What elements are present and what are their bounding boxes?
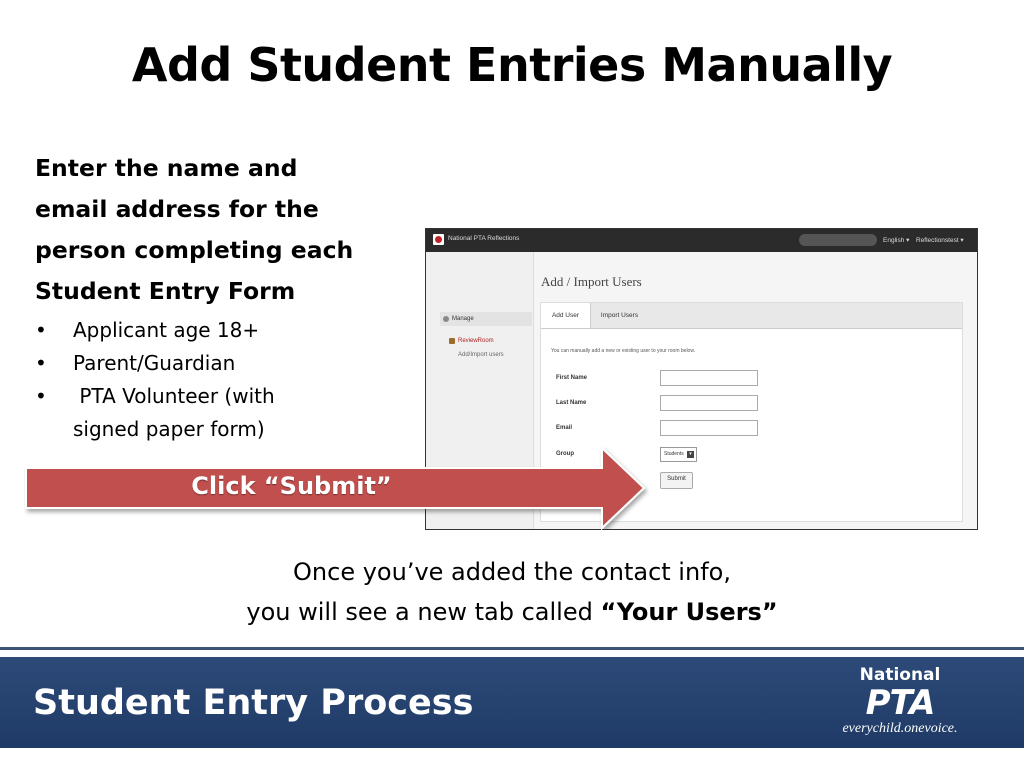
group-select-value: Students <box>664 451 684 457</box>
bullet-item <box>35 347 365 380</box>
bullet-dot: • <box>35 318 47 342</box>
group-label: Group <box>556 451 574 457</box>
email-label: Email <box>556 425 573 431</box>
footer-title: Student Entry Process <box>33 683 474 723</box>
footer-bar <box>0 657 1024 748</box>
trophy-icon <box>449 338 455 344</box>
last-name-field[interactable] <box>660 395 758 411</box>
bullet-text: Applicant age 18+ <box>73 318 260 342</box>
brand-pta: PTA <box>865 683 935 723</box>
tab-add-user[interactable]: Add User <box>541 303 591 328</box>
brand-national: National <box>859 665 941 685</box>
bullet-dot: • <box>35 351 47 375</box>
callout-arrow <box>24 446 649 530</box>
intro-line: email address for the <box>35 195 319 223</box>
bullet-dot: • <box>35 384 47 408</box>
intro-line: Student Entry Form <box>35 277 296 305</box>
panel-description: You can manually add a new or existing user to your room below. <box>551 348 696 354</box>
submit-button[interactable]: Submit <box>660 472 693 489</box>
email-field[interactable] <box>660 420 758 436</box>
app-name: National PTA Reflections <box>448 235 520 242</box>
note-line-2 <box>0 598 1024 626</box>
callout-label: Click “Submit” <box>191 472 392 500</box>
your-users-emphasis: “Your Users” <box>600 598 778 626</box>
last-name-label: Last Name <box>556 400 587 406</box>
brand-tagline: everychild.onevoice. <box>842 721 958 736</box>
national-pta-logo <box>825 665 975 745</box>
first-name-field[interactable] <box>660 370 758 386</box>
sidebar-item-manage[interactable] <box>440 312 532 326</box>
pta-logo-icon <box>433 234 444 245</box>
bullet-list <box>35 314 365 446</box>
intro-line: Enter the name and <box>35 154 298 182</box>
bullet-text: PTA Volunteer (with <box>73 384 275 408</box>
bullet-text: Parent/Guardian <box>73 351 236 375</box>
group-select[interactable] <box>660 447 697 462</box>
sidebar-item-add-import-users[interactable]: Add/Import users <box>458 352 504 358</box>
tab-bar <box>541 303 962 329</box>
search-input[interactable] <box>799 234 877 246</box>
intro-text <box>35 148 395 312</box>
tab-import-users[interactable]: Import Users <box>600 312 639 319</box>
chevron-down-icon: ▾ <box>687 451 694 458</box>
slide-title: Add Student Entries Manually <box>131 38 893 92</box>
bullet-text-continued: signed paper form) <box>73 417 265 441</box>
app-topbar <box>426 229 977 252</box>
footer-divider <box>0 647 1024 650</box>
bullet-item <box>35 380 365 446</box>
note-line-1: Once you’ve added the contact info, <box>293 558 731 586</box>
language-menu[interactable]: English ▾ <box>883 237 910 244</box>
page-title: Add / Import Users <box>541 274 642 289</box>
sidebar-item-label: Manage <box>452 316 474 322</box>
note-line-2-text: you will see a new tab called <box>246 598 601 626</box>
user-icon <box>443 316 449 322</box>
sidebar-item-reviewroom[interactable]: ReviewRoom <box>458 338 494 344</box>
first-name-label: First Name <box>556 375 588 381</box>
intro-line: person completing each <box>35 236 354 264</box>
bullet-item <box>35 314 365 347</box>
bottom-strip <box>0 748 1024 768</box>
user-menu[interactable]: Reflectionstest ▾ <box>916 237 964 244</box>
